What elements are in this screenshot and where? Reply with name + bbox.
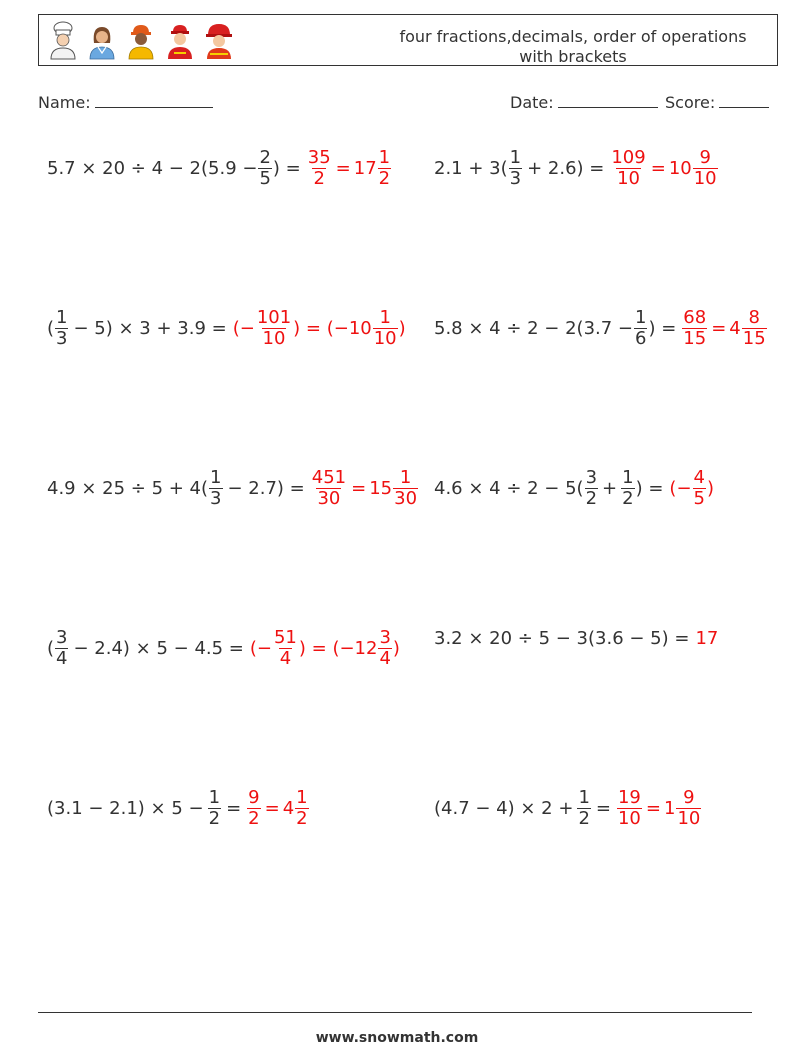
question-text: ) = <box>648 317 677 339</box>
firefighter-helmet-icon <box>203 21 235 61</box>
question-text: ( <box>47 637 55 659</box>
question-text: = <box>226 797 242 819</box>
problem-2 <box>434 148 719 189</box>
answer: $\frac{35}{2}$ = 17 $\frac{1}{2}$ <box>307 147 391 189</box>
footer-url[interactable]: www.snowmath.com <box>315 1030 479 1046</box>
question-text: − 2.7) = <box>227 477 305 499</box>
problem-1 <box>47 148 392 189</box>
question-fraction: $\frac{2}{5}$ <box>259 147 271 189</box>
question-fraction: $\frac{1}{2}$ <box>578 787 590 829</box>
question-text: 3.2 × 20 ÷ 5 − 3(3.6 − 5) = <box>434 628 690 649</box>
answer: (− $\frac{4}{5}$ ) <box>669 467 715 509</box>
date-field[interactable] <box>510 93 658 112</box>
question-fraction: $\frac{1}{3}$ <box>509 147 522 189</box>
question-fraction: $\frac{3}{4}$ <box>56 627 68 669</box>
problem-6 <box>434 468 714 509</box>
date-label: Date: <box>510 93 554 112</box>
question-text: 5.8 × 4 ÷ 2 − 2(3.7 − <box>434 317 634 339</box>
title-line-1: four fractions,decimals, order of operations <box>399 27 747 46</box>
question-fraction: $\frac{1}{3}$ <box>210 467 222 509</box>
problem-9 <box>47 788 310 829</box>
question-fraction: $\frac{3}{2}$ <box>585 467 598 509</box>
avatar-row <box>47 21 235 61</box>
firefighter-icon <box>164 21 196 61</box>
name-field[interactable] <box>38 93 213 112</box>
score-blank[interactable] <box>719 93 769 108</box>
question-text: 2.1 + 3( <box>434 157 508 179</box>
answer: $\frac{19}{10}$ = 1 $\frac{9}{10}$ <box>617 787 701 829</box>
problem-8 <box>434 628 718 650</box>
question-text: + 2.6) = <box>527 157 605 179</box>
date-blank[interactable] <box>558 93 658 108</box>
worker-icon <box>125 21 157 61</box>
question-text: − 2.4) × 5 − 4.5 = <box>73 637 244 659</box>
score-label: Score: <box>665 93 716 112</box>
question-text: ) = <box>635 477 664 499</box>
question-text: + <box>602 477 618 499</box>
footer-divider <box>38 1012 752 1013</box>
question-text: 5.7 × 20 ÷ 4 − 2(5.9 − <box>47 157 258 179</box>
header-box <box>38 14 778 66</box>
answer: $\frac{109}{10}$ = 10 $\frac{9}{10}$ <box>611 147 717 189</box>
score-field[interactable] <box>665 93 769 112</box>
question-fraction: $\frac{1}{3}$ <box>56 307 68 349</box>
question-text: − 5) × 3 + 3.9 = <box>73 317 227 339</box>
answer: $\frac{68}{15}$ = 4 $\frac{8}{15}$ <box>683 307 766 349</box>
name-label: Name: <box>38 93 91 112</box>
problem-4 <box>434 308 768 349</box>
question-fraction: $\frac{1}{6}$ <box>635 307 647 349</box>
question-text: 4.9 × 25 ÷ 5 + 4( <box>47 477 209 499</box>
name-blank[interactable] <box>95 93 213 108</box>
answer: $\frac{451}{30}$ = 15 $\frac{1}{30}$ <box>311 467 418 509</box>
answer: (− $\frac{101}{10}$ ) = (−10 $\frac{1}{10}$ ) <box>232 307 406 349</box>
answer: (− $\frac{51}{4}$ ) = (−12 $\frac{3}{4}$ ) <box>249 627 400 669</box>
question-text: (4.7 − 4) × 2 + <box>434 797 574 819</box>
problem-5 <box>47 468 419 509</box>
question-text: (3.1 − 2.1) × 5 − <box>47 797 204 819</box>
question-text: ) = <box>272 157 301 179</box>
problem-3 <box>47 308 406 349</box>
question-text: = <box>595 797 611 819</box>
title-line-2: with brackets <box>519 47 627 66</box>
answer: $\frac{9}{2}$ = 4 $\frac{1}{2}$ <box>248 787 308 829</box>
problem-10 <box>434 788 702 829</box>
problem-7 <box>47 628 400 669</box>
question-text: ( <box>47 317 55 339</box>
question-fraction: $\frac{1}{2}$ <box>622 467 634 509</box>
worksheet-title <box>383 27 763 67</box>
question-fraction: $\frac{1}{2}$ <box>208 787 221 829</box>
question-text: 4.6 × 4 ÷ 2 − 5( <box>434 477 584 499</box>
nurse-icon <box>86 21 118 61</box>
chef-icon <box>47 21 79 61</box>
answer: 17 <box>695 628 719 649</box>
